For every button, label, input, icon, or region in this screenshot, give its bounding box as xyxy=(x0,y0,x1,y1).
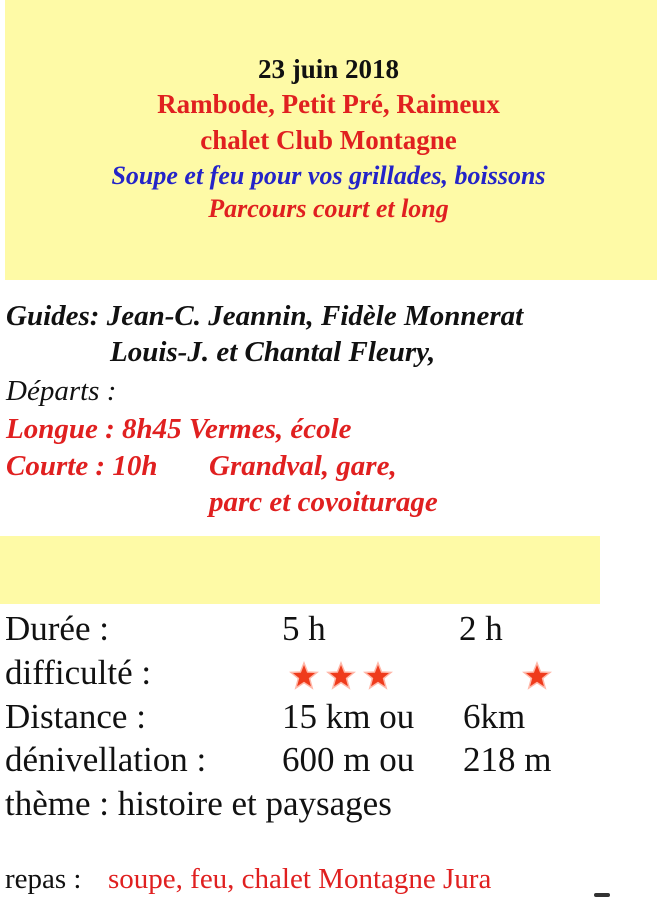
event-routes: Parcours court et long xyxy=(208,194,449,223)
distance-short: 6km xyxy=(463,697,526,736)
event-places: Rambode, Petit Pré, Raimeux xyxy=(157,89,500,119)
departure-short-place-1: Grandval, gare, xyxy=(209,450,397,482)
star-icon xyxy=(363,661,393,691)
duration-long: 5 h xyxy=(282,609,326,648)
event-venue: chalet Club Montagne xyxy=(200,125,457,155)
star-icon xyxy=(289,661,319,691)
pen-mark xyxy=(594,893,610,897)
departures-heading: Départs : xyxy=(6,375,117,407)
separator-banner xyxy=(0,536,600,604)
meal-value: soupe, feu, chalet Montagne Jura xyxy=(108,863,492,895)
departure-long: Longue : 8h45 Vermes, école xyxy=(6,413,352,445)
theme: thème : histoire et paysages xyxy=(5,784,392,823)
elevation-label: dénivellation : xyxy=(5,740,207,779)
departure-short: Courte : 10h xyxy=(6,450,158,482)
star-icon xyxy=(522,661,552,691)
difficulty-label: difficulté : xyxy=(5,653,152,692)
guides-line-2: Louis-J. et Chantal Fleury, xyxy=(110,336,436,368)
elevation-short: 218 m xyxy=(463,740,552,779)
elevation-long: 600 m ou xyxy=(282,740,415,779)
star-icon xyxy=(326,661,356,691)
event-offer: Soupe et feu pour vos grillades, boissons xyxy=(111,161,546,190)
departure-short-place-2: parc et covoiturage xyxy=(209,486,438,518)
duration-short: 2 h xyxy=(459,609,503,648)
guides-line-1: Guides: Jean-C. Jeannin, Fidèle Monnerat xyxy=(6,300,524,332)
event-date: 23 juin 2018 xyxy=(257,54,400,84)
distance-label: Distance : xyxy=(5,697,146,736)
meal-label: repas : xyxy=(5,863,82,895)
duration-label: Durée : xyxy=(5,609,109,648)
distance-long: 15 km ou xyxy=(282,697,415,736)
